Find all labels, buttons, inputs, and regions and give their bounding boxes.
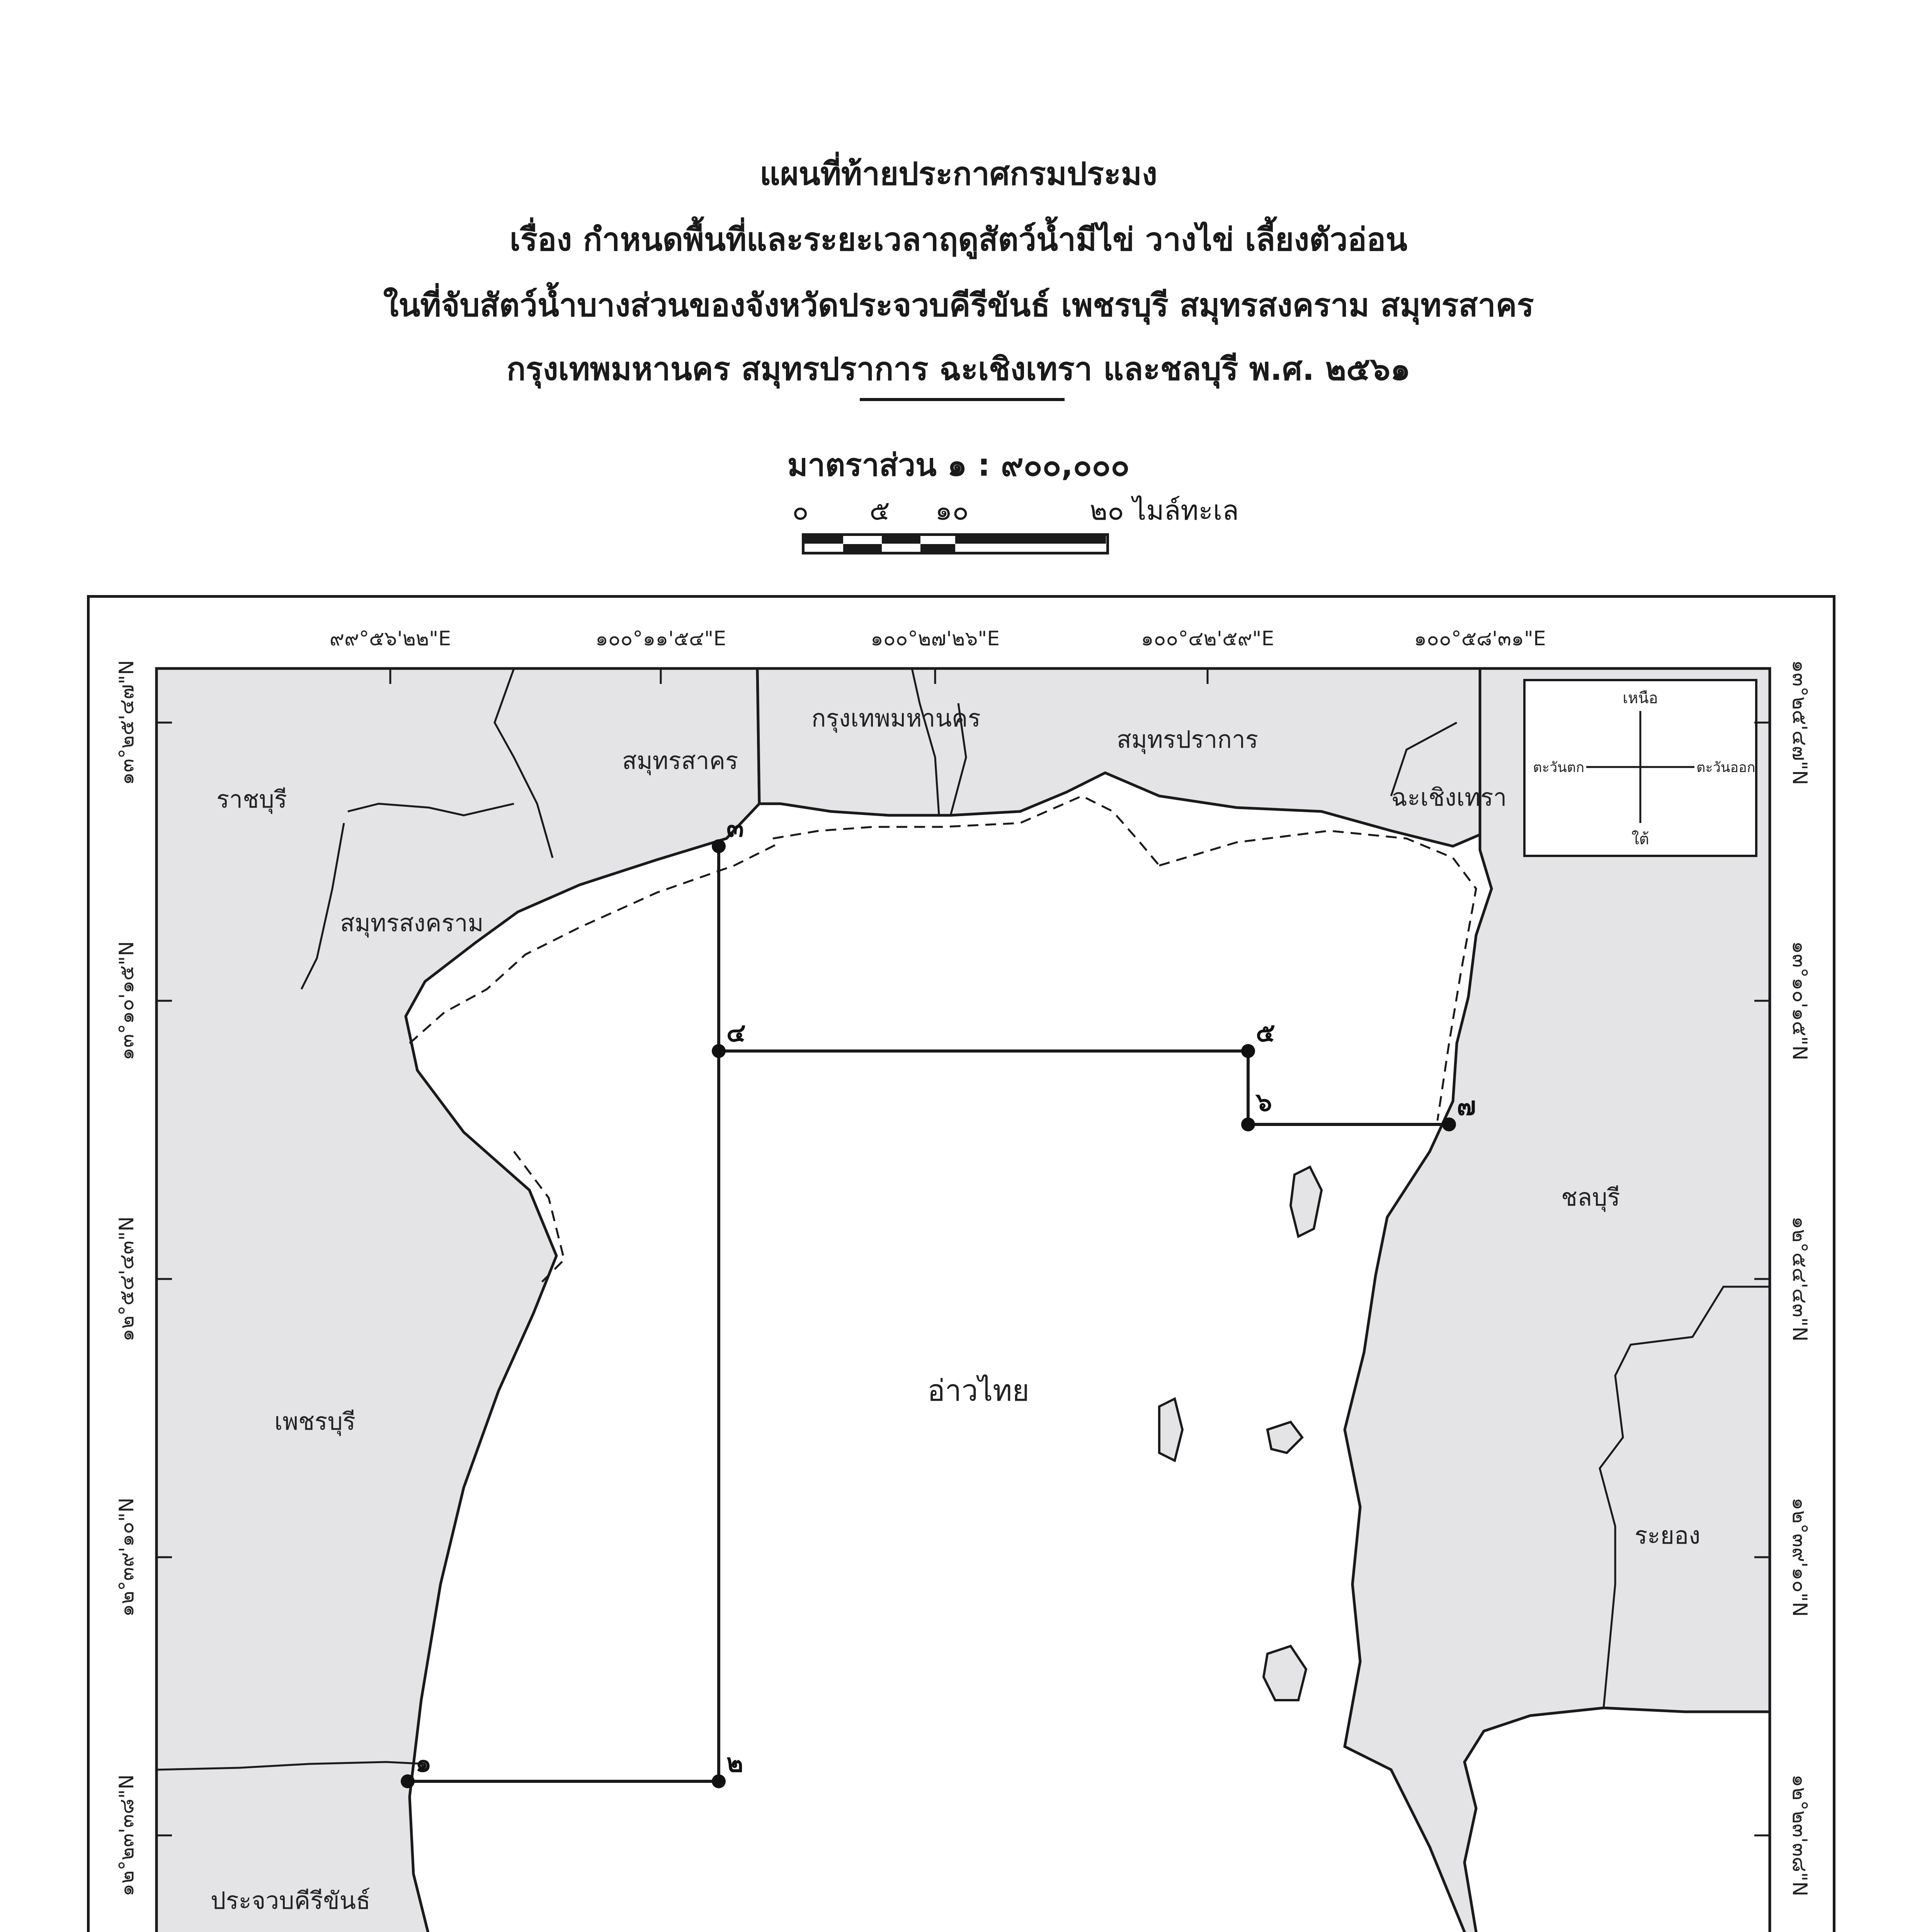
lat-left-3: ๑๒°๕๔'๔๓"N xyxy=(115,1216,138,1342)
lon-top-4: ๑๐๐°๔๒'๕๙"E xyxy=(1141,627,1274,650)
lon-top-1: ๙๙°๕๖'๒๒"E xyxy=(329,627,451,650)
point-6-label: ๖ xyxy=(1256,1087,1272,1117)
label-samut-songkhram: สมุทรสงคราม xyxy=(340,909,484,937)
lat-right-5: ๑๒°๒๓'๓๘"N xyxy=(1788,1774,1811,1896)
label-rayong: ระยอง xyxy=(1635,1521,1701,1549)
compass-west: ตะวันตก xyxy=(1533,760,1584,776)
point-5-label: ๕ xyxy=(1256,1018,1275,1048)
scale-tick-10: ๑๐ xyxy=(935,495,969,526)
point-3-label: ๓ xyxy=(726,813,744,843)
label-prachuap: ประจวบคีรีขันธ์ xyxy=(211,1886,371,1915)
lat-right-2: ๑๓°๑๐'๑๕"N xyxy=(1788,941,1811,1061)
label-gulf-of-thailand: อ่าวไทย xyxy=(927,1373,1029,1408)
lat-left-1: ๑๓°๒๕'๔๗"N xyxy=(115,660,138,785)
point-3-marker xyxy=(712,839,726,853)
point-7-label: ๗ xyxy=(1457,1091,1476,1121)
title-line-4: กรุงเทพมหานคร สมุทรปราการ ฉะเชิงเทรา และชลบุรี พ.ศ. ๒๕๖๑ xyxy=(506,351,1411,388)
label-bangkok: กรุงเทพมหานคร xyxy=(811,704,981,732)
label-phetchaburi: เพชรบุรี xyxy=(274,1407,356,1435)
label-chachoengsao: ฉะเชิงเทรา xyxy=(1391,783,1507,811)
point-1-marker xyxy=(401,1774,415,1788)
lat-right-1: ๑๓°๒๕'๔๗"N xyxy=(1788,660,1811,785)
lat-left-2: ๑๓°๑๐'๑๕"N xyxy=(115,941,138,1061)
lon-top-2: ๑๐๐°๑๑'๕๔"E xyxy=(595,627,726,650)
label-ratchaburi: ราชบุรี xyxy=(216,785,287,813)
point-1-label: ๑ xyxy=(415,1748,432,1778)
lon-top-5: ๑๐๐°๕๘'๓๑"E xyxy=(1414,627,1546,650)
point-4-marker xyxy=(712,1044,726,1058)
scale-tick-5: ๕ xyxy=(869,495,890,526)
point-5-marker xyxy=(1241,1044,1255,1058)
label-samut-sakhon: สมุทรสาคร xyxy=(622,747,738,775)
scale-tick-0: ๐ xyxy=(792,495,809,526)
lat-right-3: ๑๒°๕๔'๔๓"N xyxy=(1788,1216,1811,1342)
compass-east: ตะวันออก xyxy=(1696,760,1755,776)
title-line-2: เรื่อง กำหนดพื้นที่และระยะเวลาฤดูสัตว์น้ำมีไข่ วางไข่ เลี้ยงตัวอ่อน xyxy=(509,221,1408,258)
scale-tick-20: ๒๐ ไมล์ทะเล xyxy=(1090,495,1239,526)
compass-south: ใต้ xyxy=(1631,830,1649,848)
point-2-label: ๒ xyxy=(726,1748,743,1778)
lat-left-4: ๑๒°๓๙'๑๐"N xyxy=(115,1497,138,1617)
point-6-marker xyxy=(1241,1117,1255,1131)
lat-left-5: ๑๒°๒๓'๓๘"N xyxy=(115,1774,138,1896)
lon-top-3: ๑๐๐°๒๗'๒๖"E xyxy=(870,627,1000,650)
title-line-3: ในที่จับสัตว์น้ำบางส่วนของจังหวัดประจวบคีรีขันธ์ เพชรบุรี สมุทรสงคราม สมุทรสาคร xyxy=(383,287,1534,324)
compass-north: เหนือ xyxy=(1623,689,1658,707)
point-4-label: ๔ xyxy=(726,1018,746,1048)
point-2-marker xyxy=(712,1774,726,1788)
title-line-1: แผนที่ท้ายประกาศกรมประมง xyxy=(759,156,1157,192)
scale-ratio: มาตราส่วน ๑ : ๙๐๐,๐๐๐ xyxy=(787,447,1130,483)
lat-right-4: ๑๒°๓๙'๑๐"N xyxy=(1788,1497,1811,1617)
point-7-marker xyxy=(1442,1117,1456,1131)
label-chonburi: ชลบุรี xyxy=(1561,1183,1620,1211)
label-samut-prakan: สมุทรปราการ xyxy=(1117,725,1259,753)
